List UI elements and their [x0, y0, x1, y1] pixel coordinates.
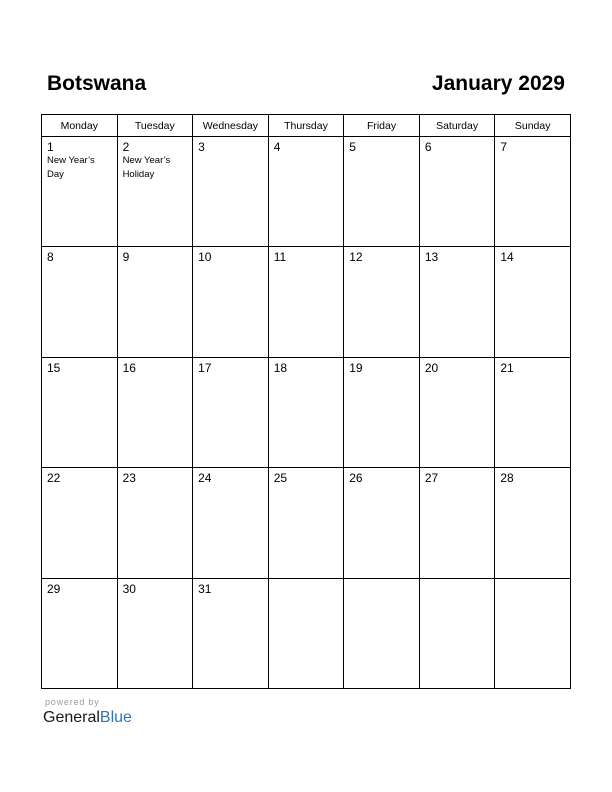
- day-cell-17: [193, 357, 269, 467]
- day-cell-22: [42, 468, 118, 578]
- day-cell-20: [419, 357, 495, 467]
- day-cell-19: [344, 357, 420, 467]
- powered-by-text: powered by: [45, 697, 100, 707]
- weekday-header-sunday: Sunday: [495, 115, 571, 137]
- day-cell-21: [495, 357, 571, 467]
- day-number: 12: [349, 250, 363, 265]
- day-cell-11: [268, 247, 344, 357]
- day-cell-1: [42, 137, 118, 247]
- day-number: 19: [349, 360, 363, 375]
- day-cell-6: [419, 137, 495, 247]
- holiday-label: New Year’s Holiday: [122, 155, 171, 180]
- day-number: 24: [198, 471, 212, 486]
- day-cell-31: [193, 578, 269, 688]
- day-cell-5: [344, 137, 420, 247]
- day-number: 29: [47, 581, 61, 596]
- day-cell-13: [419, 247, 495, 357]
- day-cell-12: [344, 247, 420, 357]
- day-cell-23: [117, 468, 193, 578]
- weekday-header-saturday: Saturday: [419, 115, 495, 137]
- day-cell-25: [268, 468, 344, 578]
- empty-day-cell: [419, 578, 495, 688]
- day-number: 11: [273, 250, 287, 265]
- day-number: 2: [122, 140, 130, 154]
- weekday-header-tuesday: Tuesday: [117, 115, 193, 137]
- weekday-header-row: [42, 115, 571, 137]
- day-number: 10: [198, 250, 212, 265]
- day-cell-16: [117, 357, 193, 467]
- day-number: 20: [424, 360, 439, 375]
- day-number: 31: [198, 581, 212, 596]
- day-cell-27: [419, 468, 495, 578]
- day-number: 30: [122, 581, 136, 596]
- day-cell-4: [268, 137, 344, 247]
- country-title: Botswana: [47, 72, 147, 95]
- weekday-header-wednesday: Wednesday: [193, 115, 269, 137]
- day-cell-10: [193, 247, 269, 357]
- day-number: 16: [122, 360, 136, 375]
- empty-day-cell: [344, 578, 420, 688]
- week-row: [42, 468, 571, 578]
- day-cell-24: [193, 468, 269, 578]
- day-cell-29: [42, 578, 118, 688]
- day-number: 28: [500, 471, 514, 486]
- day-number: 14: [500, 250, 514, 265]
- week-row: [42, 247, 571, 357]
- day-cell-3: [193, 137, 269, 247]
- weekday-header-friday: Friday: [344, 115, 420, 137]
- day-number: 5: [349, 140, 356, 154]
- day-number: 3: [198, 140, 205, 154]
- empty-day-cell: [268, 578, 344, 688]
- day-number: 7: [500, 140, 508, 154]
- day-number: 18: [273, 360, 288, 375]
- day-number: 25: [273, 471, 288, 486]
- holiday-label: New Year’s Day: [47, 155, 95, 180]
- logo-text-blue: Blue: [99, 709, 132, 726]
- day-cell-9: [117, 247, 193, 357]
- day-cell-8: [42, 247, 118, 357]
- day-number: 15: [47, 360, 61, 375]
- weekday-header-monday: Monday: [42, 115, 118, 137]
- footer-brand: [43, 697, 132, 728]
- day-number: 13: [424, 250, 439, 265]
- day-cell-30: [117, 578, 193, 688]
- day-number: 4: [273, 140, 281, 154]
- day-number: 27: [424, 471, 439, 486]
- week-row: [42, 578, 571, 688]
- calendar-grid: [41, 114, 571, 689]
- day-number: 9: [122, 250, 130, 265]
- month-title: January 2029: [431, 72, 565, 95]
- day-number: 23: [122, 471, 136, 486]
- day-cell-28: [495, 468, 571, 578]
- day-cell-18: [268, 357, 344, 467]
- day-number: 1: [47, 140, 54, 154]
- generalblue-logo: [43, 708, 132, 728]
- day-cell-15: [42, 357, 118, 467]
- day-number: 17: [198, 360, 212, 375]
- day-cell-26: [344, 468, 420, 578]
- day-number: 22: [47, 471, 61, 486]
- week-row: [42, 357, 571, 467]
- weekday-header-thursday: Thursday: [268, 115, 344, 137]
- day-number: 8: [47, 250, 54, 265]
- day-cell-7: [495, 137, 571, 247]
- day-number: 26: [349, 471, 363, 486]
- day-cell-14: [495, 247, 571, 357]
- empty-day-cell: [495, 578, 571, 688]
- day-number: 21: [500, 360, 514, 375]
- day-cell-2: [117, 137, 193, 247]
- logo-text-general: General: [43, 709, 100, 726]
- day-number: 6: [424, 140, 432, 154]
- week-row: [42, 137, 571, 247]
